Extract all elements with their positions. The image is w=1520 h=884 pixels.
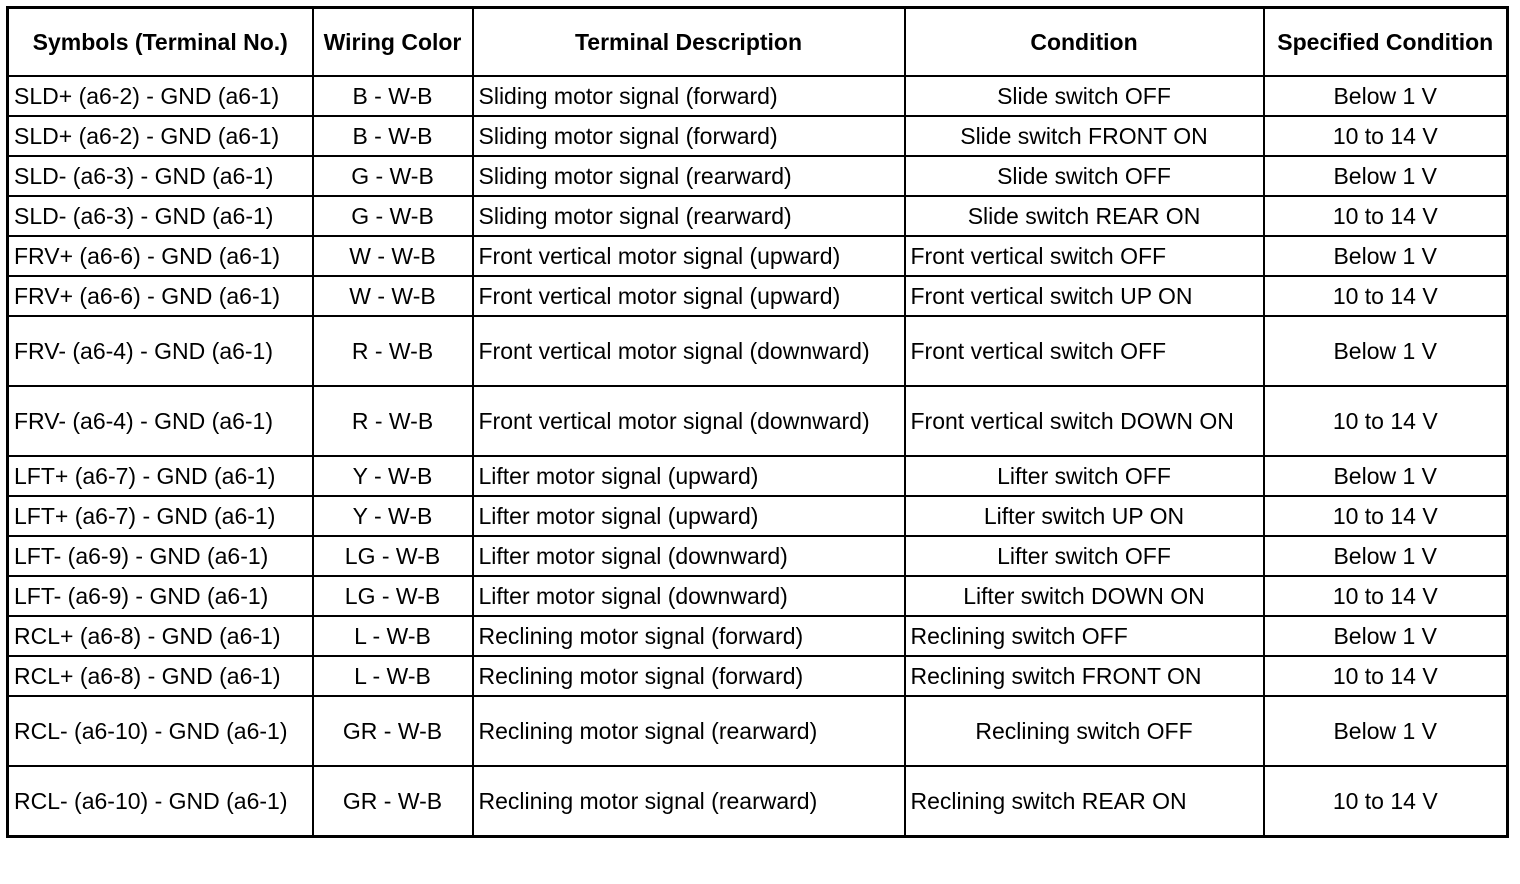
description-cell: Reclining motor signal (rearward): [473, 766, 905, 837]
specified-cell: 10 to 14 V: [1264, 576, 1508, 616]
table-row: [8, 456, 1508, 496]
description-cell: Reclining motor signal (forward): [473, 616, 905, 656]
wiring-cell: B - W-B: [313, 116, 473, 156]
specified-cell: Below 1 V: [1264, 156, 1508, 196]
wiring-cell: GR - W-B: [313, 766, 473, 837]
condition-cell: Front vertical switch UP ON: [905, 276, 1264, 316]
condition-cell: Front vertical switch OFF: [905, 236, 1264, 276]
specified-cell: Below 1 V: [1264, 616, 1508, 656]
table-row: [8, 316, 1508, 386]
wiring-cell: R - W-B: [313, 316, 473, 386]
condition-cell: Reclining switch OFF: [905, 616, 1264, 656]
condition-cell: Slide switch OFF: [905, 156, 1264, 196]
condition-cell: Reclining switch OFF: [905, 696, 1264, 766]
table-row: [8, 576, 1508, 616]
header-wiring-color: Wiring Color: [313, 8, 473, 77]
condition-cell: Lifter switch DOWN ON: [905, 576, 1264, 616]
description-cell: Reclining motor signal (forward): [473, 656, 905, 696]
condition-cell: Slide switch REAR ON: [905, 196, 1264, 236]
wiring-cell: LG - W-B: [313, 576, 473, 616]
table-row: [8, 496, 1508, 536]
description-cell: Sliding motor signal (forward): [473, 116, 905, 156]
header-terminal-description: Terminal Description: [473, 8, 905, 77]
wiring-cell: G - W-B: [313, 156, 473, 196]
symbol-cell: SLD- (a6-3) - GND (a6-1): [8, 156, 313, 196]
table-row: [8, 386, 1508, 456]
table-row: [8, 276, 1508, 316]
header-symbols: Symbols (Terminal No.): [8, 8, 313, 77]
condition-cell: Slide switch FRONT ON: [905, 116, 1264, 156]
specified-cell: Below 1 V: [1264, 236, 1508, 276]
condition-cell: Front vertical switch OFF: [905, 316, 1264, 386]
symbol-cell: RCL- (a6-10) - GND (a6-1): [8, 766, 313, 837]
description-cell: Reclining motor signal (rearward): [473, 696, 905, 766]
specified-cell: Below 1 V: [1264, 76, 1508, 116]
specified-cell: 10 to 14 V: [1264, 386, 1508, 456]
table-row: [8, 536, 1508, 576]
specified-cell: 10 to 14 V: [1264, 656, 1508, 696]
description-cell: Sliding motor signal (forward): [473, 76, 905, 116]
specified-cell: Below 1 V: [1264, 456, 1508, 496]
table-row: [8, 196, 1508, 236]
wiring-cell: W - W-B: [313, 236, 473, 276]
wiring-cell: Y - W-B: [313, 496, 473, 536]
symbol-cell: LFT+ (a6-7) - GND (a6-1): [8, 456, 313, 496]
symbol-cell: LFT- (a6-9) - GND (a6-1): [8, 576, 313, 616]
header-condition: Condition: [905, 8, 1264, 77]
symbol-cell: SLD- (a6-3) - GND (a6-1): [8, 196, 313, 236]
wiring-cell: R - W-B: [313, 386, 473, 456]
condition-cell: Front vertical switch DOWN ON: [905, 386, 1264, 456]
description-cell: Front vertical motor signal (downward): [473, 316, 905, 386]
header-specified-condition: Specified Condition: [1264, 8, 1508, 77]
specified-cell: 10 to 14 V: [1264, 116, 1508, 156]
table-row: [8, 116, 1508, 156]
condition-cell: Reclining switch REAR ON: [905, 766, 1264, 837]
description-cell: Lifter motor signal (upward): [473, 496, 905, 536]
description-cell: Lifter motor signal (upward): [473, 456, 905, 496]
wiring-cell: G - W-B: [313, 196, 473, 236]
description-cell: Lifter motor signal (downward): [473, 576, 905, 616]
wiring-cell: GR - W-B: [313, 696, 473, 766]
wiring-cell: W - W-B: [313, 276, 473, 316]
symbol-cell: RCL+ (a6-8) - GND (a6-1): [8, 616, 313, 656]
wiring-cell: Y - W-B: [313, 456, 473, 496]
specified-cell: Below 1 V: [1264, 696, 1508, 766]
specified-cell: Below 1 V: [1264, 536, 1508, 576]
wiring-cell: L - W-B: [313, 616, 473, 656]
description-cell: Front vertical motor signal (upward): [473, 236, 905, 276]
symbol-cell: LFT+ (a6-7) - GND (a6-1): [8, 496, 313, 536]
wiring-cell: LG - W-B: [313, 536, 473, 576]
description-cell: Front vertical motor signal (downward): [473, 386, 905, 456]
condition-cell: Lifter switch OFF: [905, 536, 1264, 576]
description-cell: Front vertical motor signal (upward): [473, 276, 905, 316]
wiring-cell: B - W-B: [313, 76, 473, 116]
specified-cell: 10 to 14 V: [1264, 766, 1508, 837]
symbol-cell: RCL+ (a6-8) - GND (a6-1): [8, 656, 313, 696]
symbol-cell: SLD+ (a6-2) - GND (a6-1): [8, 76, 313, 116]
symbol-cell: FRV- (a6-4) - GND (a6-1): [8, 316, 313, 386]
table-row: [8, 156, 1508, 196]
description-cell: Sliding motor signal (rearward): [473, 196, 905, 236]
table-row: [8, 696, 1508, 766]
header-row: [8, 8, 1508, 77]
specified-cell: 10 to 14 V: [1264, 196, 1508, 236]
table-row: [8, 616, 1508, 656]
condition-cell: Reclining switch FRONT ON: [905, 656, 1264, 696]
table-row: [8, 76, 1508, 116]
condition-cell: Lifter switch UP ON: [905, 496, 1264, 536]
specified-cell: 10 to 14 V: [1264, 276, 1508, 316]
symbol-cell: LFT- (a6-9) - GND (a6-1): [8, 536, 313, 576]
specified-cell: Below 1 V: [1264, 316, 1508, 386]
description-cell: Lifter motor signal (downward): [473, 536, 905, 576]
specified-cell: 10 to 14 V: [1264, 496, 1508, 536]
table-row: [8, 766, 1508, 837]
table-row: [8, 656, 1508, 696]
wiring-cell: L - W-B: [313, 656, 473, 696]
symbol-cell: FRV+ (a6-6) - GND (a6-1): [8, 276, 313, 316]
symbol-cell: SLD+ (a6-2) - GND (a6-1): [8, 116, 313, 156]
symbol-cell: FRV- (a6-4) - GND (a6-1): [8, 386, 313, 456]
symbol-cell: RCL- (a6-10) - GND (a6-1): [8, 696, 313, 766]
table-row: [8, 236, 1508, 276]
condition-cell: Lifter switch OFF: [905, 456, 1264, 496]
terminal-spec-table: [6, 6, 1509, 838]
condition-cell: Slide switch OFF: [905, 76, 1264, 116]
symbol-cell: FRV+ (a6-6) - GND (a6-1): [8, 236, 313, 276]
description-cell: Sliding motor signal (rearward): [473, 156, 905, 196]
